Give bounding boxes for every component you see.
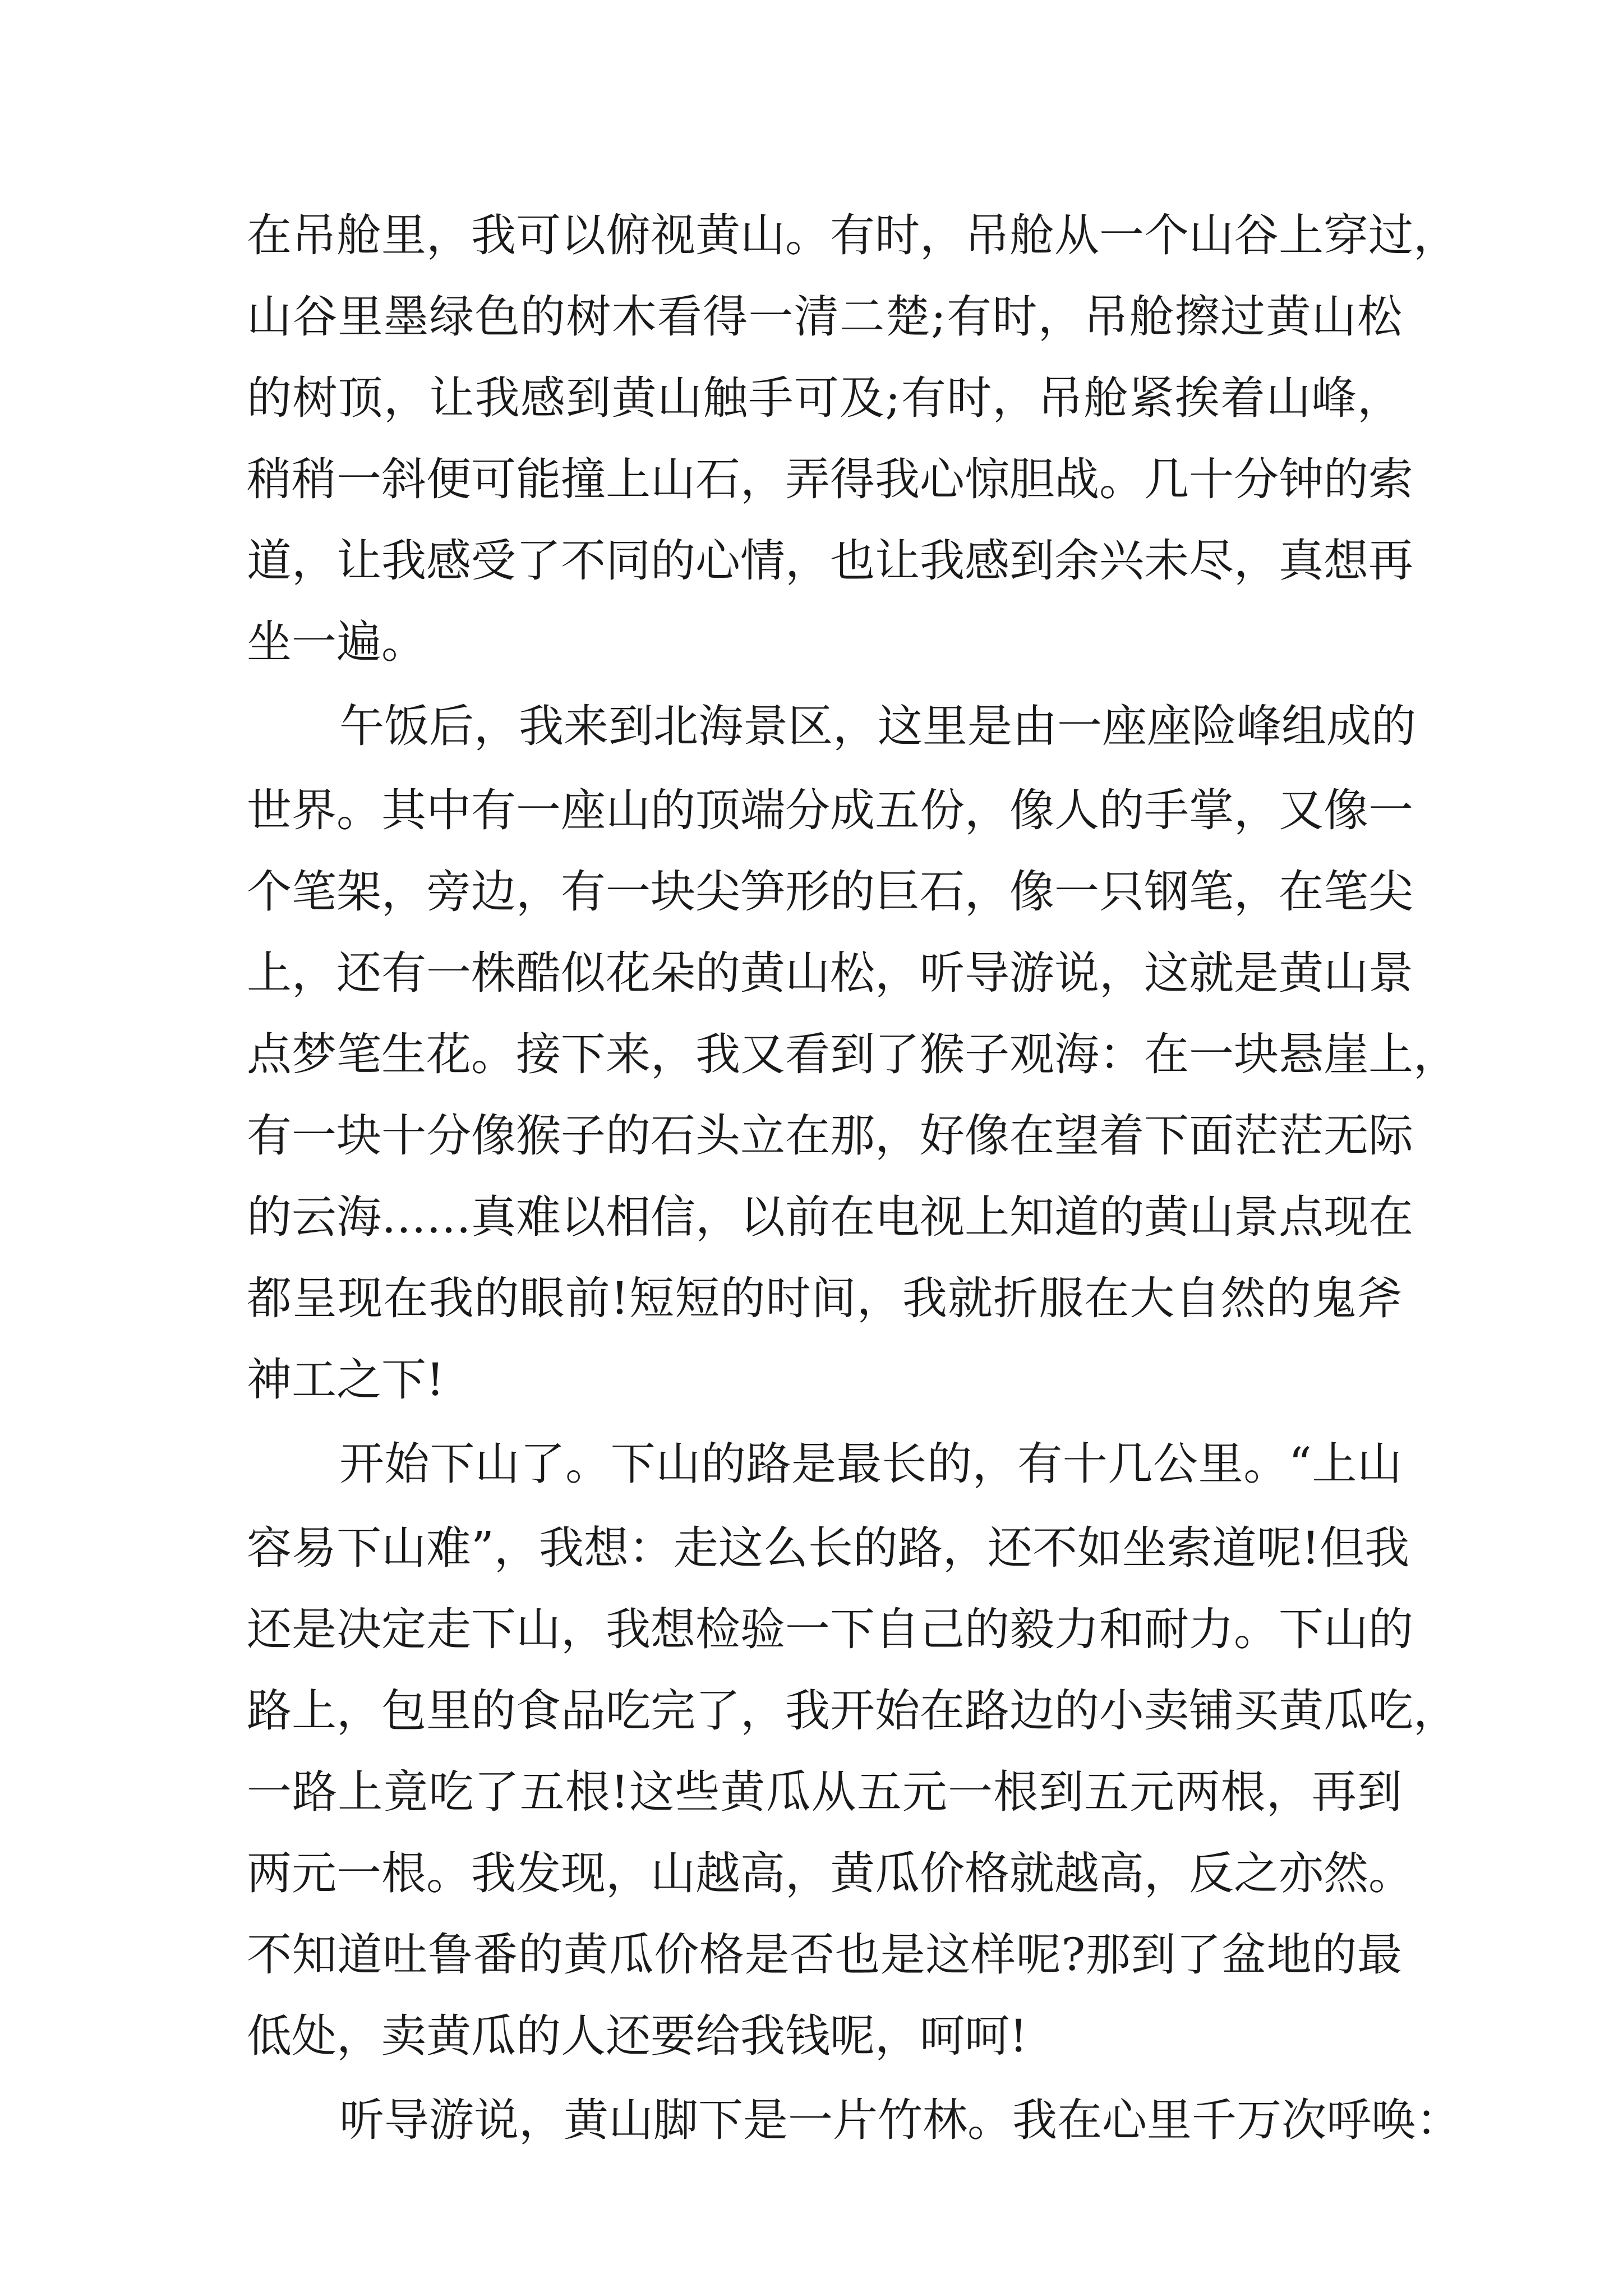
text-line: 一路上竟吃了五根!这些黄瓜从五元一根到五元两根，再到 (247, 1766, 1402, 1818)
text-line: 个笔架，旁边，有一块尖笋形的巨石，像一只钢笔，在笔尖 (247, 866, 1413, 918)
text-line: 开始下山了。下山的路是最长的，有十几公里。“上山 (339, 1438, 1402, 1490)
text-line: 容易下山难”，我想：走这么长的路，还不如坐索道呢!但我 (247, 1522, 1410, 1574)
text-line: 世界。其中有一座山的顶端分成五份，像人的手掌，又像一 (247, 784, 1413, 836)
text-line: 点梦笔生花。接下来，我又看到了猴子观海：在一块悬崖上， (247, 1028, 1458, 1080)
text-line: 都呈现在我的眼前!短短的时间，我就折服在大自然的鬼斧 (247, 1272, 1402, 1324)
text-line: 山谷里墨绿色的树木看得一清二楚;有时，吊舱擦过黄山松 (247, 291, 1402, 343)
text-line: 在吊舱里，我可以俯视黄山。有时，吊舱从一个山谷上穿过， (247, 209, 1458, 261)
text-line: 的云海……真难以相信，以前在电视上知道的黄山景点现在 (247, 1191, 1413, 1243)
text-line: 听导游说，黄山脚下是一片竹林。我在心里千万次呼唤： (339, 2094, 1461, 2146)
text-line: 午饭后，我来到北海景区，这里是由一座座险峰组成的 (339, 700, 1416, 752)
text-line: 还是决定走下山，我想检验一下自己的毅力和耐力。下山的 (247, 1603, 1413, 1655)
text-line: 神工之下! (247, 1354, 445, 1406)
text-line: 道，让我感受了不同的心情，也让我感到余兴未尽，真想再 (247, 535, 1413, 587)
text-line: 坐一遍。 (247, 616, 426, 668)
text-line: 不知道吐鲁番的黄瓜价格是否也是这样呢?那到了盆地的最 (247, 1929, 1402, 1981)
text-line: 上，还有一株酷似花朵的黄山松，听导游说，这就是黄山景 (247, 947, 1413, 999)
text-line: 的树顶，让我感到黄山触手可及;有时，吊舱紧挨着山峰， (247, 372, 1402, 424)
text-line: 路上，包里的食品吃完了，我开始在路边的小卖铺买黄瓜吃， (247, 1685, 1458, 1737)
text-line: 稍稍一斜便可能撞上山石，弄得我心惊胆战。几十分钟的索 (247, 453, 1413, 505)
text-line: 有一块十分像猴子的石头立在那，好像在望着下面茫茫无际 (247, 1110, 1413, 1162)
text-line: 两元一根。我发现，山越高，黄瓜价格就越高，反之亦然。 (247, 1847, 1413, 1899)
text-line: 低处，卖黄瓜的人还要给我钱呢，呵呵! (247, 2010, 1028, 2062)
